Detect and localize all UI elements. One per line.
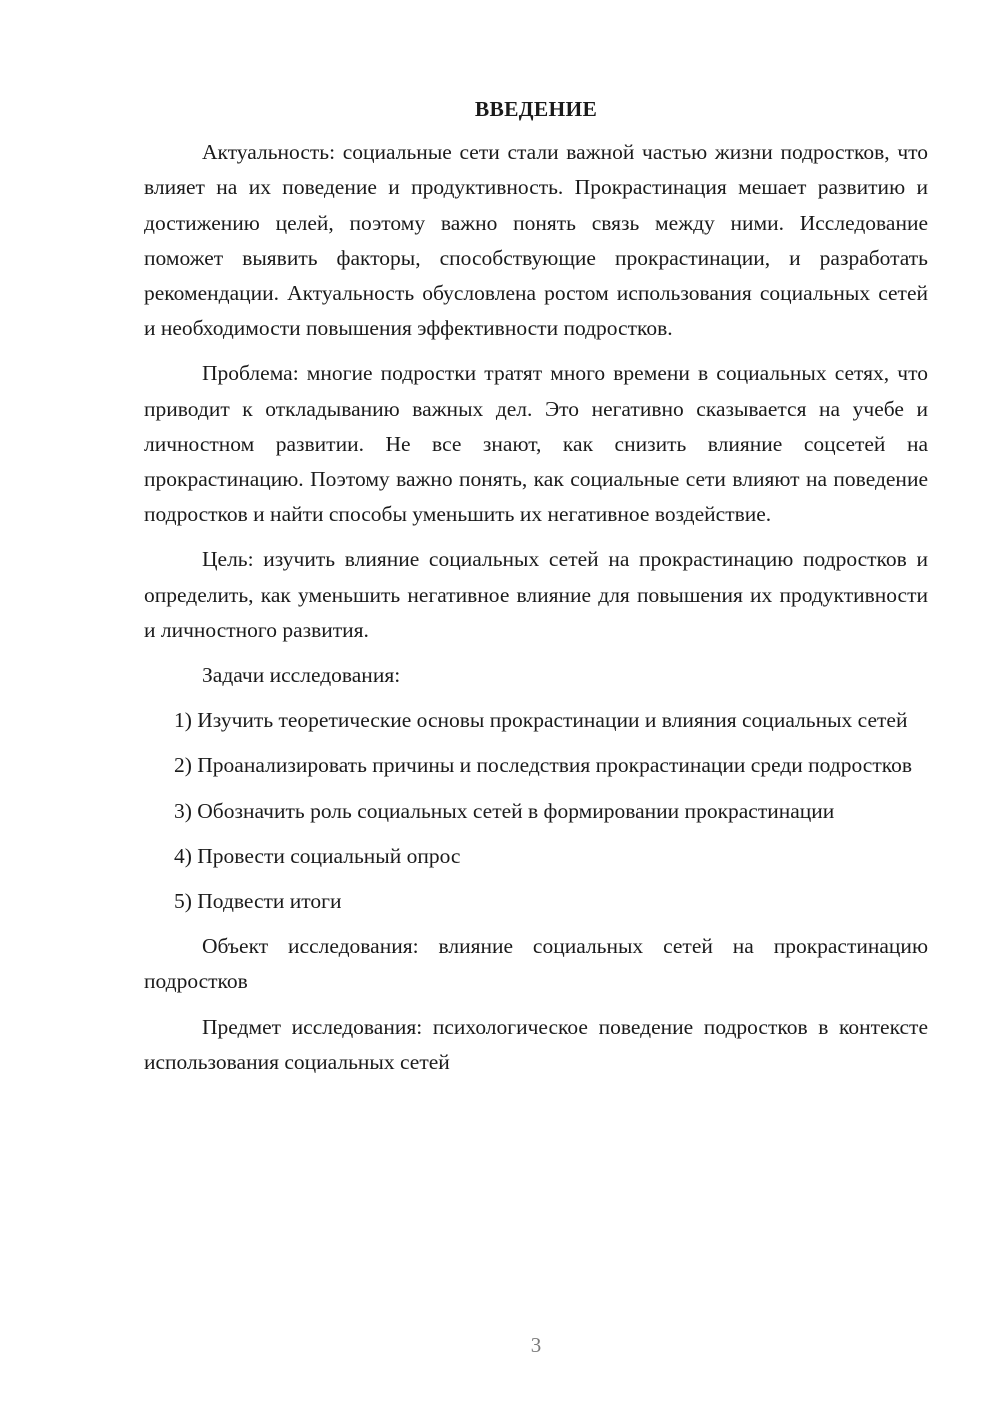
page-number: 3 xyxy=(530,1333,542,1357)
task-item: 3) Обозначить роль социальных сетей в формировании прокрастинации xyxy=(174,798,835,823)
goal-paragraph: Цель: изучить влияние социальных сетей на прокрастинацию подростков и определить, как уменьшить негативное влияние для повышения их продуктивности и личностного развития. xyxy=(144,547,928,642)
task-item: 4) Провести социальный опрос xyxy=(174,843,461,868)
task-item: 1) Изучить теоретические основы прокрастинации и влияния социальных сетей xyxy=(174,708,908,733)
relevance-paragraph: Актуальность: социальные сети стали важной частью жизни подростков, что влияет на их поведение и продуктивность. Прокрастинация мешает развитию и достижению целей, поэтому важно понять связь между ними. Исследование поможет выявить факторы, способствующие прокрастинации, и разработать рекомендации. Актуальность обусловлена ростом использования социальных сетей и необходимости повышения эффективности подростков. xyxy=(144,140,928,341)
task-item: 2) Проанализировать причины и последствия прокрастинации среди подростков xyxy=(174,753,912,778)
section-title: ВВЕДЕНИЕ xyxy=(474,97,598,121)
document-page xyxy=(144,92,928,1090)
subject-paragraph: Предмет исследования: психологическое поведение подростков в контексте использования социальных сетей xyxy=(144,1014,928,1074)
object-paragraph: Объект исследования: влияние социальных сетей на прокрастинацию подростков xyxy=(144,934,928,994)
task-item: 5) Подвести итоги xyxy=(174,889,342,914)
problem-paragraph: Проблема: многие подростки тратят много времени в социальных сетях, что приводит к откладыванию важных дел. Это негативно сказывается на учебе и личностном развитии. Не все знают, как снизить влияние соцсетей на прокрастинацию. Поэтому важно понять, как социальные сети влияют на поведение подростков и найти способы уменьшить их негативное воздействие. xyxy=(144,361,928,527)
tasks-heading: Задачи исследования: xyxy=(202,663,401,688)
